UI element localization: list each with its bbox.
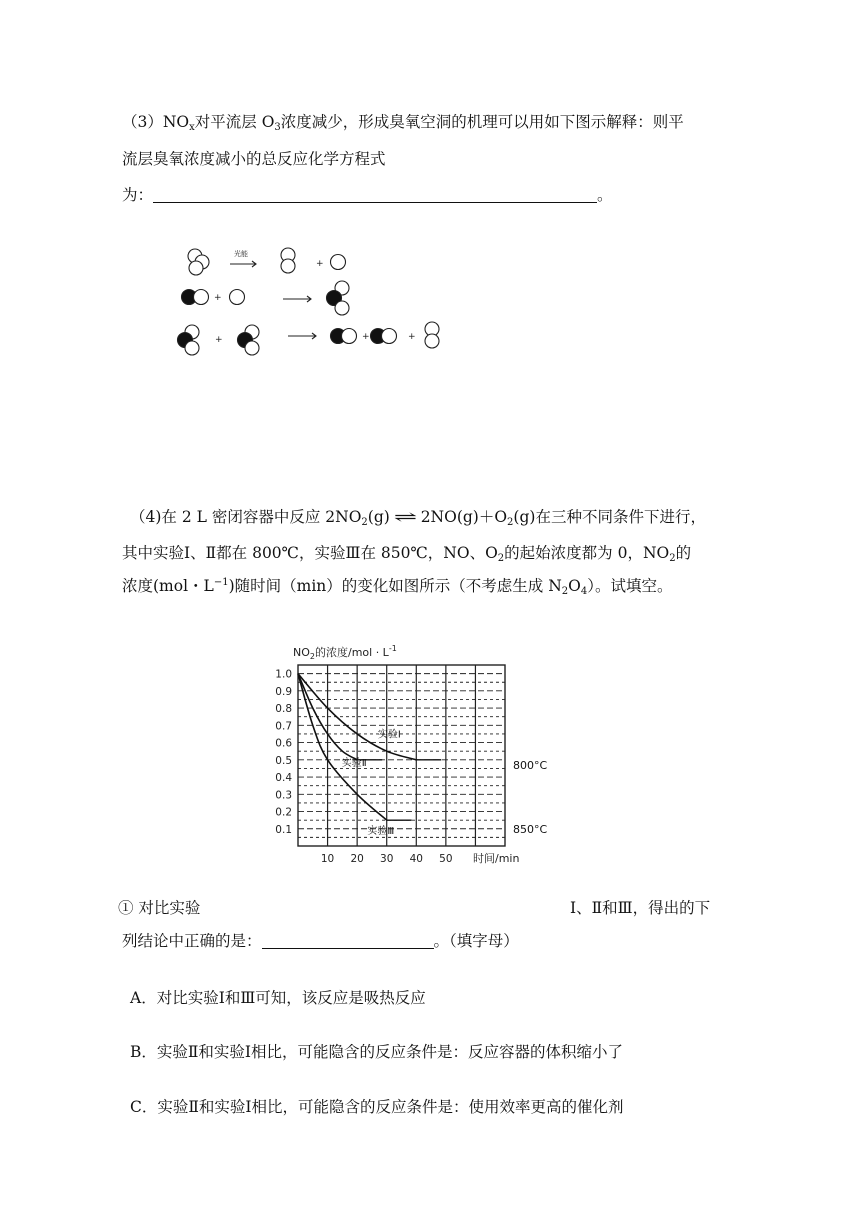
y-tick-label: 0.3 bbox=[275, 789, 292, 802]
svg-text:+: + bbox=[214, 293, 222, 303]
y-tick-label: 0.6 bbox=[275, 737, 292, 750]
y-tick-label: 0.8 bbox=[275, 703, 292, 716]
ozone-molecule bbox=[188, 249, 209, 275]
series-label: 实验Ⅲ bbox=[367, 825, 395, 837]
equilibrium-arrow: ⇌ bbox=[393, 508, 417, 526]
q4-line1: （4)在 2 L 密闭容器中反应 $2NO_2(g)$ ⇌ $2NO(g)+O_2(g)$在三种不同条件下进行， bbox=[130, 508, 706, 528]
q4-1-line1-end: Ⅰ、Ⅱ和Ⅲ，得出的下 bbox=[570, 899, 711, 917]
q3-line3 bbox=[122, 183, 613, 205]
x-tick-label: 10 bbox=[320, 853, 335, 865]
q3-sub: 3 bbox=[274, 122, 281, 133]
svg-text:+: + bbox=[408, 332, 416, 342]
x-tick-label: 20 bbox=[350, 853, 364, 865]
y-tick-label: 0.1 bbox=[275, 823, 292, 836]
ozone-mechanism-diagram bbox=[170, 240, 460, 360]
oxygen-atom bbox=[331, 255, 346, 270]
series-label: 实验Ⅱ bbox=[341, 757, 367, 769]
no2-concentration-chart bbox=[255, 640, 555, 865]
series-label: 实验Ⅰ bbox=[377, 729, 401, 741]
temperature-annotation: 800°C bbox=[513, 758, 548, 772]
y-axis-label: $NO_2$的浓度$/mol \cdot L^{-1}$ bbox=[293, 644, 397, 661]
no2-molecule bbox=[327, 281, 350, 315]
light-energy-label: 光能 bbox=[234, 250, 248, 258]
y-tick-label: 0.2 bbox=[275, 806, 292, 819]
q3-line2: 流层臭氧浓度减小的总反应化学方程式 bbox=[122, 150, 386, 168]
no2-molecule bbox=[178, 325, 200, 355]
svg-text:+: + bbox=[215, 335, 223, 345]
q3-end: 。 bbox=[597, 186, 613, 204]
option-a: A．对比实验Ⅰ和Ⅲ可知，该反应是吸热反应 bbox=[130, 989, 426, 1007]
q4-1-line2: 列结论中正确的是： 。（填字母） bbox=[122, 932, 519, 950]
q3-text: 浓度减少，形成臭氧空洞的机理可以用如下图示解释：则平 bbox=[280, 113, 684, 131]
y-tick-label: 0.5 bbox=[275, 754, 292, 767]
option-c: C．实验Ⅱ和实验Ⅰ相比，可能隐含的反应条件是：使用效率更高的催化剂 bbox=[130, 1098, 624, 1116]
q3-text: （3）NO bbox=[122, 113, 190, 131]
q4-line2: 其中实验Ⅰ、Ⅱ都在 800℃，实验Ⅲ在 850℃，NO、$O_2$的起始浓度都为 0，$NO_2$的 bbox=[122, 544, 692, 564]
q3-answer-label: 为： bbox=[122, 186, 154, 204]
oxygen-molecule bbox=[281, 248, 295, 273]
plus: + bbox=[316, 259, 324, 269]
q3-line1 bbox=[122, 110, 684, 133]
no-molecule bbox=[331, 329, 357, 344]
no-molecule bbox=[371, 329, 397, 344]
x-tick-label: 40 bbox=[409, 853, 423, 865]
y-tick-label: 0.7 bbox=[275, 720, 292, 733]
svg-text:+: + bbox=[362, 332, 370, 342]
q3-answer-blank[interactable] bbox=[153, 188, 597, 203]
q3-sub: x bbox=[189, 122, 195, 133]
q4-1-answer-blank[interactable] bbox=[262, 934, 434, 949]
q4-line3: 浓度(mol・$L^{-1}$)随时间（min）的变化如图所示（不考虑生成 $N_2O_4$）。试填空。 bbox=[122, 577, 673, 597]
q3-text: 对平流层 O bbox=[194, 113, 275, 131]
series-line-3 bbox=[298, 674, 387, 821]
y-tick-label: 1.0 bbox=[275, 668, 292, 681]
oxygen-molecule bbox=[425, 322, 439, 348]
no-molecule bbox=[182, 290, 209, 305]
y-tick-label: 0.4 bbox=[275, 772, 292, 785]
x-tick-label: 30 bbox=[380, 853, 394, 865]
temperature-annotation: 850°C bbox=[513, 822, 548, 836]
oxygen-atom bbox=[230, 290, 245, 305]
x-axis-label: 时间/min bbox=[473, 852, 520, 865]
x-tick-label: 50 bbox=[439, 853, 453, 865]
y-tick-label: 0.9 bbox=[275, 685, 292, 698]
no2-molecule bbox=[238, 325, 260, 355]
option-b: B．实验Ⅱ和实验Ⅰ相比，可能隐含的反应条件是：反应容器的体积缩小了 bbox=[130, 1043, 624, 1061]
q4-1-line1-start: ① 对比实验 bbox=[118, 899, 201, 917]
